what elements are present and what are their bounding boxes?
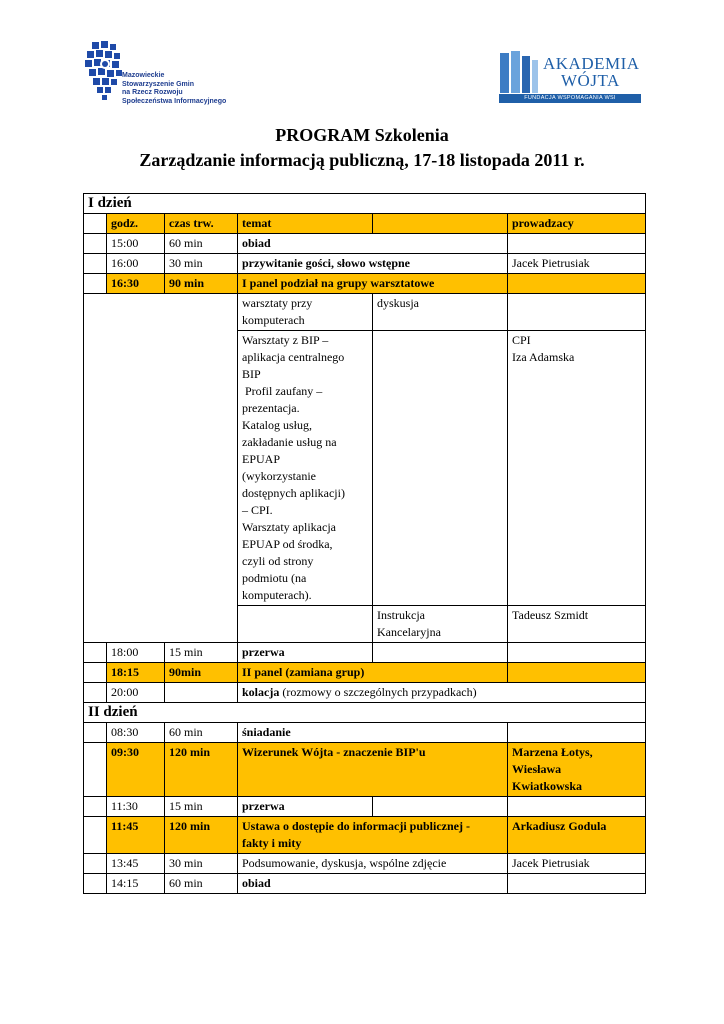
workshop-line: zakładanie usług na <box>242 435 337 449</box>
workshop-line: prezentacja. <box>242 401 300 415</box>
topic-cell: przerwa <box>238 643 373 663</box>
time-cell: 16:00 <box>107 254 165 274</box>
presenter-line: CPI <box>512 333 531 347</box>
brand-line1: AKADEMIA <box>543 54 640 73</box>
workshop-spacer <box>84 294 238 643</box>
org-line: Stowarzyszenie Gmin <box>122 80 194 88</box>
topic-cell: śniadanie <box>238 723 508 743</box>
table-row <box>84 643 646 663</box>
duration-cell: 15 min <box>165 643 238 663</box>
column-header-row <box>84 214 646 234</box>
time-cell: 18:00 <box>107 643 165 663</box>
workshop-line: komputerach). <box>242 588 312 602</box>
duration-cell: 15 min <box>165 797 238 817</box>
time-cell: 09:30 <box>107 743 165 797</box>
program-table <box>83 193 646 894</box>
presenter-line: Wiesława <box>512 762 562 776</box>
workshop-line: dostępnych aplikacji) <box>242 486 345 500</box>
topic-cell: I panel podział na grupy warsztatowe <box>238 274 508 294</box>
topic-cell: II panel (zamiana grup) <box>238 663 508 683</box>
duration-cell: 60 min <box>165 723 238 743</box>
workshop-line: aplikacja centralnego <box>242 350 345 364</box>
table-row <box>84 254 646 274</box>
workshop-line: – CPI. <box>242 503 273 517</box>
time-cell: 18:15 <box>107 663 165 683</box>
time-cell: 15:00 <box>107 234 165 254</box>
empty-cell <box>508 663 646 683</box>
topic-cell: Podsumowanie, dyskusja, wspólne zdjęcie <box>238 854 508 874</box>
empty-cell <box>373 643 508 663</box>
presenter-cell <box>508 743 646 797</box>
duration-cell: 30 min <box>165 254 238 274</box>
table-row <box>84 683 646 703</box>
topic-cell <box>238 683 646 703</box>
time-cell: 11:30 <box>107 797 165 817</box>
table-row <box>84 723 646 743</box>
header-time: godz. <box>107 214 165 234</box>
duration-cell: 60 min <box>165 234 238 254</box>
blank-cell <box>84 214 107 234</box>
workshop-2 <box>238 331 373 606</box>
table-row <box>84 797 646 817</box>
workshop-3-presenter: Tadeusz Szmidt <box>508 606 646 643</box>
topic-bold: kolacja <box>242 685 280 699</box>
table-row <box>84 234 646 254</box>
topic-cell: przywitanie gości, słowo wstępne <box>238 254 508 274</box>
presenter-cell <box>508 234 646 254</box>
org-line: Mazowieckie <box>122 72 165 79</box>
table-row-highlighted <box>84 663 646 683</box>
document-subtitle: Zarządzanie informacją publiczną, 17-18 listopada 2011 r. <box>139 150 585 170</box>
presenter-cell <box>508 797 646 817</box>
table-row-highlighted <box>84 743 646 797</box>
table-row-highlighted <box>84 274 646 294</box>
workshop-line: Instrukcja <box>377 608 425 622</box>
header-presenters: prowadzacy <box>508 214 646 234</box>
day2-label: II dzień <box>84 703 646 723</box>
akademia-wojta-logo <box>499 51 641 105</box>
workshop-2-presenter <box>508 331 646 606</box>
presenter-line: Kwiatkowska <box>512 779 583 793</box>
time-cell: 08:30 <box>107 723 165 743</box>
workshop-line: BIP <box>242 367 261 381</box>
topic-line: Ustawa o dostępie do informacji publicznej - <box>242 819 470 833</box>
topic-cell <box>238 817 508 854</box>
org-name <box>122 72 226 106</box>
header-duration: czas trw. <box>165 214 238 234</box>
workshop-line: Warsztaty aplikacja <box>242 520 336 534</box>
workshop-line: EPUAP <box>242 452 281 466</box>
duration-cell <box>165 683 238 703</box>
time-cell: 16:30 <box>107 274 165 294</box>
table-row <box>84 874 646 894</box>
presenter-cell: Arkadiusz Godula <box>508 817 646 854</box>
workshop-line: czyli od strony <box>242 554 314 568</box>
presenter-line: Iza Adamska <box>512 350 575 364</box>
empty-cell <box>373 797 508 817</box>
topic-rest: (rozmowy o szczególnych przypadkach) <box>279 685 477 699</box>
time-cell: 11:45 <box>107 817 165 854</box>
workshop-line: Warsztaty z BIP – <box>242 333 329 347</box>
workshop-row <box>84 294 646 331</box>
document-title: PROGRAM Szkolenia <box>275 125 449 145</box>
workshop-3-type <box>373 606 508 643</box>
org-line: na Rzecz Rozwoju <box>122 89 183 96</box>
presenter-cell <box>508 874 646 894</box>
duration-cell: 120 min <box>165 817 238 854</box>
presenter-cell: Jacek Pietrusiak <box>508 254 646 274</box>
workshop-line: Katalog usług, <box>242 418 312 432</box>
workshop-line: Kancelaryjna <box>377 625 441 639</box>
header-empty <box>373 214 508 234</box>
workshop-line: Profil zaufany – <box>242 384 323 398</box>
duration-cell: 30 min <box>165 854 238 874</box>
workshop-1: warsztaty przy komputerach <box>238 294 373 331</box>
table-row <box>84 854 646 874</box>
books-icon <box>499 51 539 94</box>
table-row-highlighted <box>84 817 646 854</box>
header-topic: temat <box>238 214 373 234</box>
workshop-2-type <box>373 331 508 606</box>
duration-cell: 90 min <box>165 274 238 294</box>
presenter-cell <box>508 723 646 743</box>
workshop-line: EPUAP od środka, <box>242 537 333 551</box>
presenter-line: Marzena Łotys, <box>512 745 593 759</box>
workshop-3 <box>238 606 373 643</box>
empty-cell <box>508 643 646 663</box>
foundation-band: FUNDACJA WSPOMAGANIA WSI <box>499 94 641 103</box>
duration-cell: 60 min <box>165 874 238 894</box>
brand-line2: WÓJTA <box>561 71 620 90</box>
org-line: Społeczeństwa Informacyjnego <box>122 97 227 105</box>
presenter-cell: Jacek Pietrusiak <box>508 854 646 874</box>
duration-cell: 90min <box>165 663 238 683</box>
map-mosaic-icon <box>84 40 126 102</box>
workshop-1-type: dyskusja <box>373 294 508 331</box>
day-header-row <box>84 703 646 723</box>
workshop-line: podmiotu (na <box>242 571 307 585</box>
time-cell: 14:15 <box>107 874 165 894</box>
day-header-row <box>84 194 646 214</box>
topic-cell: obiad <box>238 234 508 254</box>
msgnrsi-logo <box>84 38 234 108</box>
topic-cell: obiad <box>238 874 508 894</box>
topic-line: fakty i mity <box>242 836 302 850</box>
time-cell: 13:45 <box>107 854 165 874</box>
presenter-cell <box>508 274 646 294</box>
topic-cell: Wizerunek Wójta - znaczenie BIP'u <box>238 743 508 797</box>
duration-cell: 120 min <box>165 743 238 797</box>
workshop-1-presenter <box>508 294 646 331</box>
day1-label: I dzień <box>84 194 646 214</box>
workshop-line: (wykorzystanie <box>242 469 316 483</box>
topic-cell: przerwa <box>238 797 373 817</box>
time-cell: 20:00 <box>107 683 165 703</box>
